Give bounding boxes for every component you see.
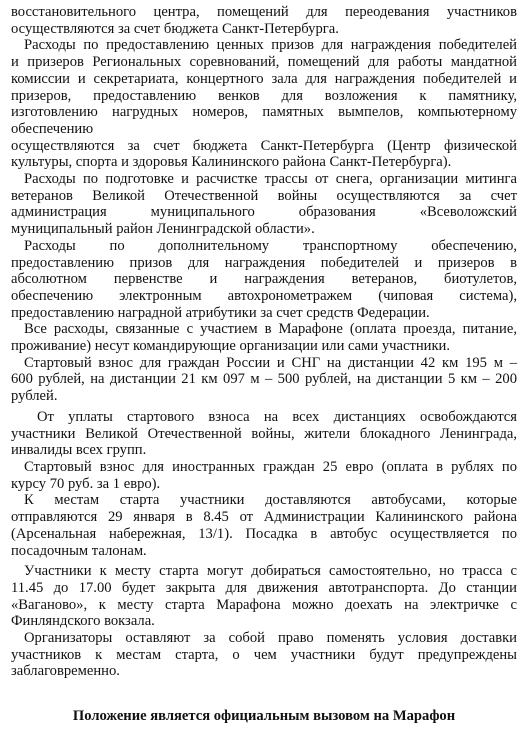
text-line: курсу 70 руб. за 1 евро). — [11, 475, 161, 492]
text-line: (Арсенальная набережная, 13/1). Посадка в автобус осуществляется по — [11, 525, 517, 542]
text-line: посадочным талонам. — [11, 542, 147, 559]
text-line: 11.45 до 17.00 будет закрыта для движения автотранспорта. До станции — [11, 579, 517, 596]
text-line: участники Великой Отечественной войны, жители блокадного Ленинграда, — [11, 425, 517, 442]
paragraph-start-transport: Расходы по дополнительному транспортному обеспечению, — [24, 237, 517, 254]
text-line: проживание) несут командирующие организации или сами участники. — [11, 338, 450, 355]
text-line: ветеранов Великой Отечественной войны осуществляются за счет — [11, 187, 517, 204]
text-line: осуществляются за счет бюджета Санкт-Петербурга (Центр физической — [11, 137, 517, 154]
text-line: осуществляются за счет бюджета Санкт-Петербурга. — [11, 20, 339, 37]
footer-statement: Положение является официальным вызовом на Марафон — [72, 708, 456, 724]
document-body — [11, 4, 517, 680]
paragraph-start-expenses: Все расходы, связанные с участием в Марафоне (оплата проезда, питание, — [24, 321, 517, 338]
paragraph-start-prizes: Расходы по предоставлению ценных призов для награждения победителей — [24, 37, 517, 54]
text-line: восстановительного центра, помещений для переодевания участников — [11, 4, 517, 20]
text-line: Финляндского вокзала. — [11, 613, 155, 630]
text-line: муниципальный район Ленинградской области». — [11, 221, 315, 238]
paragraph-start-organizers: Организаторы оставляют за собой право поменять условия доставки — [24, 630, 517, 647]
text-line: участников к местам старта, о чем участники будут предупреждены — [11, 646, 517, 663]
paragraph-start-foreign-fee: Стартовый взнос для иностранных граждан 25 евро (оплата в рублях по — [24, 458, 517, 475]
paragraph-start-snow: Расходы по подготовке и расчистке трассы от снега, организации митинга — [24, 171, 517, 188]
text-line: изготовлению нагрудных номеров, памятных вымпелов, компьютерному — [11, 104, 517, 121]
text-line: рублей. — [11, 388, 58, 405]
paragraph-start-self-travel: Участники к месту старта могут добираться самостоятельно, но трасса с — [24, 563, 517, 580]
text-line: обеспечению — [11, 120, 94, 137]
text-line: отправляются 29 января в 8.45 от Администрации Калининского района — [11, 509, 517, 526]
paragraph-start-exemption: От уплаты стартового взноса на всех дистанциях освобождаются — [37, 408, 517, 425]
text-line: администрация муниципального образования «Всеволожский — [11, 204, 517, 221]
text-line: инвалиды всех групп. — [11, 442, 147, 459]
text-line: предоставлению призов для награждения победителей и призеров в — [11, 254, 517, 271]
text-line: культуры, спорта и здоровья Калининского района Санкт-Петербурга). — [11, 154, 452, 171]
text-line: призеров, предоставлению венков для возложения к памятнику, — [11, 87, 517, 104]
text-line: обеспечению электронным автохронометражем (чиповая система), — [11, 287, 517, 304]
text-line: предоставлению наградной атрибутики за счет средств Федерации. — [11, 304, 430, 321]
text-line: и призеров Региональных соревнований, помещений для работы мандатной — [11, 54, 517, 71]
paragraph-start-buses: К местам старта участники доставляются автобусами, которые — [24, 492, 517, 509]
text-line: «Ваганово», к месту старта Марафона можно доехать на электричке с — [11, 596, 517, 613]
text-line: комиссии и секретариата, концертного зала для награждения победителей и — [11, 70, 517, 87]
text-line: абсолютном первенстве и награждения ветеранов, биотулетов, — [11, 271, 517, 288]
text-line: 600 рублей, на дистанции 21 км 097 м – 500 рублей, на дистанции 5 км – 200 — [11, 371, 517, 388]
text-line: заблаговременно. — [11, 663, 120, 680]
paragraph-start-fee: Стартовый взнос для граждан России и СНГ на дистанции 42 км 195 м – — [24, 354, 517, 371]
